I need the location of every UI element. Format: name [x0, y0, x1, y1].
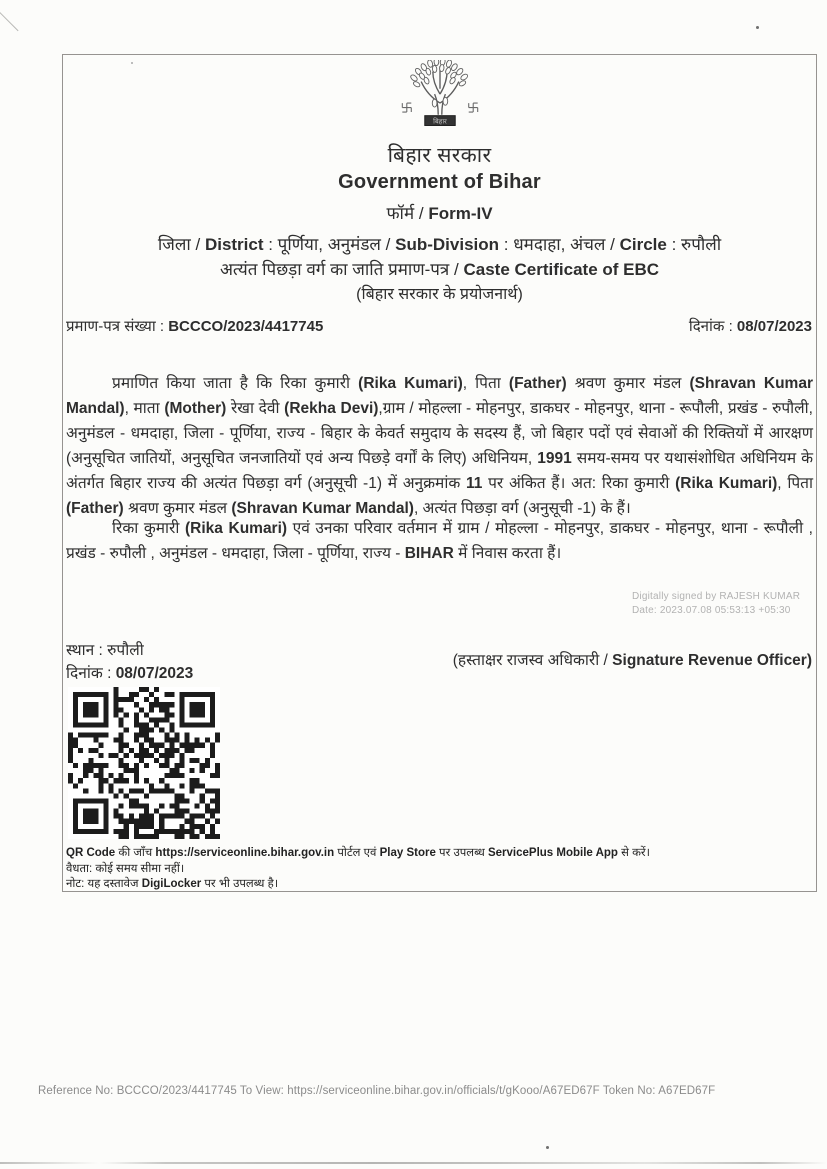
digital-signature-line1: Digitally signed by RAJESH KUMAR	[632, 591, 801, 602]
scan-artifact-bottom-edge	[0, 1162, 827, 1164]
district-subdivision-circle-line: जिला / District : पूर्णिया, अनुमंडल / Sub-Division : धमदाहा, अंचल / Circle : रुपौली	[157, 235, 722, 254]
certificate-paragraph-2: रिका कुमारी (Rika Kumari) एवं उनका परिवार वर्तमान में ग्राम / मोहल्ला - मोहनपुर, डाकघर - मोहनपुर, थाना - रूपौली , प्रखंड - रुपौली , अनुमंडल - धमदाहा, जिला - पूर्णिया, राज्य - BIHAR में निवास करता हैं।	[66, 520, 813, 562]
emblem-plaque-label: बिहार	[433, 118, 447, 126]
reference-footer-line: Reference No: BCCCO/2023/4417745 To View: https://serviceonline.bihar.gov.in/officials/t/gKooo/A67ED67F Token No: A67ED67F	[38, 1085, 716, 1097]
qr-verification-note: QR Code की जाँच https://serviceonline.bihar.gov.in पोर्टल एवं Play Store पर उपलब्ध ServicePlus Mobile App से करें।	[66, 847, 650, 859]
scan-artifact-diagonal	[0, 0, 19, 31]
digilocker-note: नोट: यह दस्तावेज DigiLocker पर भी उपलब्ध है।	[66, 878, 279, 890]
certificate-title: अत्यंत पिछड़ा वर्ग का जाति प्रमाण-पत्र / Caste Certificate of EBC	[219, 260, 660, 279]
swastika-icon	[402, 103, 477, 112]
title-hindi: बिहार सरकार	[387, 144, 492, 167]
scan-speck	[546, 1146, 549, 1149]
certificate-number-line: प्रमाण-पत्र संख्या : BCCCO/2023/4417745	[66, 318, 324, 335]
signature-date-line: दिनांक : 08/07/2023	[66, 665, 194, 682]
scan-speck	[756, 26, 759, 29]
form-number-line: फॉर्म / Form-IV	[386, 204, 493, 223]
digital-signature-block	[632, 590, 817, 617]
place-line: स्थान : रुपौली	[66, 642, 144, 659]
issue-date-line: दिनांक : 08/07/2023	[688, 318, 812, 335]
title-english: Government of Bihar	[338, 171, 541, 193]
verification-qr-code	[68, 687, 220, 839]
digital-signature-line2: Date: 2023.07.08 05:53:13 +05:30	[632, 604, 791, 616]
government-of-bihar-emblem	[395, 60, 485, 130]
purpose-line: (बिहार सरकार के प्रयोजनार्थ)	[356, 286, 523, 303]
qr-code-image	[68, 687, 220, 839]
validity-note: वैधता: कोई समय सीमा नहीं।	[66, 863, 185, 875]
revenue-officer-signature-line: (हस्ताक्षर राजस्व अधिकारी / Signature Revenue Officer)	[452, 652, 812, 669]
certificate-paragraph-1: प्रमाणित किया जाता है कि रिका कुमारी (Rika Kumari), पिता (Father) श्रवण कुमार मंडल (Shravan Kumar Mandal), माता (Mother) रेखा देवी (Rekha Devi),ग्राम / मोहल्ला - मोहनपुर, डाकघर - मोहनपुर, थाना - रूपौली, प्रखंड - रुपौली, अनुमंडल - धमदाहा, जिला - पूर्णिया, राज्य - बिहार के केवर्त समुदाय के सदस्य हैं, जो बिहार पदों एवं सेवाओं की रिक्तियों में आरक्षण (अनुसूचित जातियों, अनुसूचित जनजातियों एवं अन्य पिछड़े वर्गों के लिए) अधिनियम, 1991 समय-समय पर यथासंशोधित अधिनियम के अंतर्गत बिहार राज्य की अत्यंत पिछड़ा वर्ग (अनुसूची -1) में अनुक्रमांक 11 पर अंकित हैं। अत: रिका कुमारी (Rika Kumari), पिता (Father) श्रवण कुमार मंडल (Shravan Kumar Mandal), अत्यंत पिछड़ा वर्ग (अनुसूची -1) के हैं।	[66, 375, 813, 517]
